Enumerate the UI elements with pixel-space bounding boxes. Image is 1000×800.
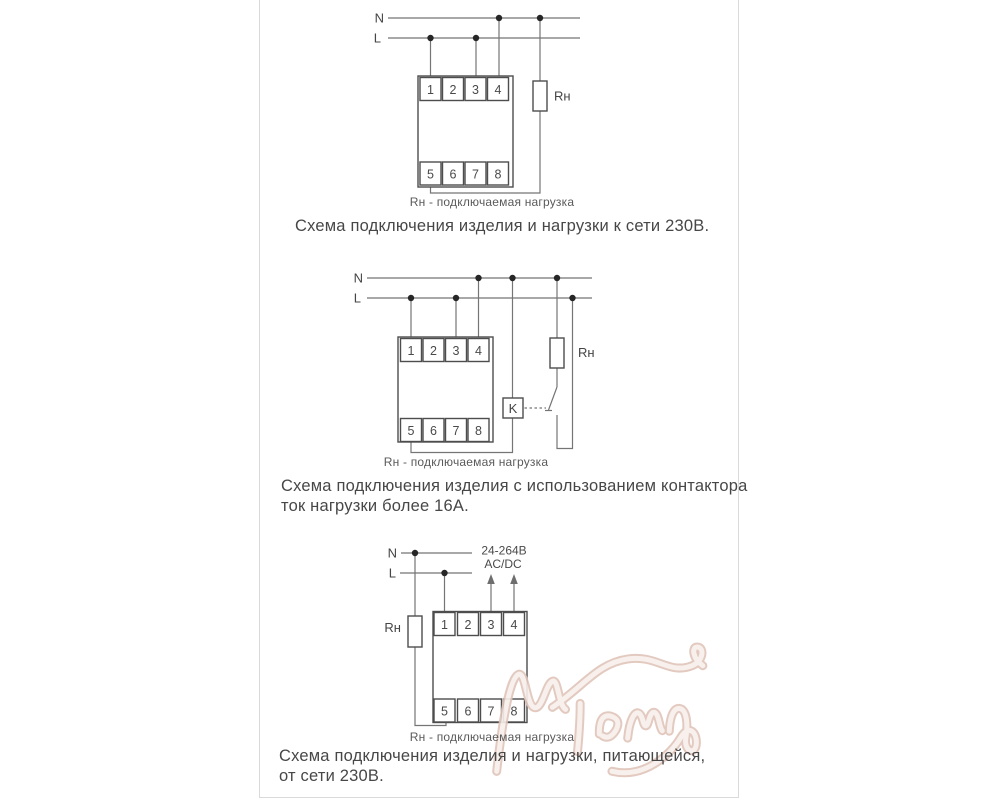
terminal-1-label: 1 bbox=[407, 344, 415, 358]
supply-arrow-icons bbox=[487, 574, 518, 584]
switch-blade bbox=[549, 387, 558, 410]
terminal-8-label: 8 bbox=[475, 424, 482, 438]
l-label: L bbox=[388, 565, 396, 581]
terminal-6-label: 6 bbox=[449, 167, 457, 182]
supply-acdc-label: AC/DC bbox=[484, 557, 522, 571]
up-arrow-icon bbox=[487, 574, 495, 584]
caption-line: Схема подключения изделия и нагрузки, питающейся, bbox=[279, 747, 706, 765]
load-rn-label: Rн bbox=[554, 88, 571, 104]
n-label: N bbox=[353, 270, 363, 286]
terminal-5-label: 5 bbox=[407, 424, 415, 438]
resistor-icon bbox=[408, 616, 422, 647]
terminal-6-label: 6 bbox=[430, 424, 437, 438]
junction-dot bbox=[475, 275, 481, 281]
n-label: N bbox=[374, 10, 384, 26]
terminal-7-label: 7 bbox=[452, 424, 460, 438]
power-lines bbox=[388, 18, 580, 38]
junction-dot bbox=[441, 570, 447, 576]
terminal-3-label: 3 bbox=[452, 344, 460, 358]
junction-dot bbox=[473, 35, 479, 41]
up-arrow-icon bbox=[510, 574, 518, 584]
l-label: L bbox=[373, 30, 381, 46]
junction-dots bbox=[412, 550, 448, 576]
junction-dot bbox=[537, 15, 543, 21]
junction-dot bbox=[412, 550, 418, 556]
junction-dots bbox=[427, 15, 543, 41]
terminal-2-label: 2 bbox=[449, 83, 457, 97]
load-rn-label: Rн bbox=[578, 345, 595, 360]
terminal-8-label: 8 bbox=[494, 167, 502, 182]
junction-dot bbox=[554, 275, 560, 281]
terminal-6-label: 6 bbox=[464, 704, 472, 719]
contactor-switch-icon bbox=[525, 368, 558, 411]
caption-line: ток нагрузки более 16А. bbox=[281, 496, 469, 515]
terminal-8-label: 8 bbox=[510, 704, 518, 719]
terminal-2-label: 2 bbox=[464, 618, 472, 632]
terminal-7-label: 7 bbox=[472, 167, 479, 182]
power-lines bbox=[400, 553, 472, 573]
terminal-2-label: 2 bbox=[430, 344, 437, 358]
diagram-2-schematic bbox=[354, 271, 595, 453]
junction-dot bbox=[453, 295, 459, 301]
terminal-3-label: 3 bbox=[487, 618, 495, 632]
terminal-3-label: 3 bbox=[472, 83, 479, 97]
caption-line: Схема подключения изделия с использованием контактора bbox=[281, 477, 748, 495]
l-label: L bbox=[353, 290, 361, 306]
junction-dots bbox=[408, 275, 576, 301]
diagram-3-load-note: Rн - подключаемая нагрузка bbox=[409, 730, 575, 744]
terminal-4-label: 4 bbox=[510, 618, 518, 632]
terminal-5-label: 5 bbox=[441, 704, 448, 719]
n-label: N bbox=[387, 545, 397, 561]
junction-dot bbox=[496, 15, 502, 21]
terminal-1-label: 1 bbox=[441, 618, 448, 632]
diagram-1-caption: Схема подключения изделия и нагрузки к сети 230В. bbox=[295, 217, 710, 235]
junction-dot bbox=[509, 275, 515, 281]
resistor-icon bbox=[550, 338, 564, 368]
diagram-1-schematic bbox=[374, 11, 580, 194]
diagram-2-load-note: Rн - подключаемая нагрузка bbox=[383, 455, 549, 469]
diagram-1-load-note: Rн - подключаемая нагрузка bbox=[409, 195, 575, 209]
terminal-5-label: 5 bbox=[427, 167, 434, 182]
terminal-7-label: 7 bbox=[487, 704, 495, 719]
terminal-1-label: 1 bbox=[427, 83, 434, 97]
junction-dot bbox=[408, 295, 414, 301]
load-branch-wire bbox=[557, 298, 573, 449]
junction-dot bbox=[427, 35, 433, 41]
junction-dot bbox=[569, 295, 575, 301]
load-rn-label: Rн bbox=[384, 620, 401, 635]
contactor-k-label: K bbox=[508, 401, 518, 416]
resistor-icon bbox=[533, 81, 547, 111]
terminal-4-label: 4 bbox=[475, 344, 482, 358]
diagram-2-caption bbox=[281, 477, 748, 516]
caption-line: от сети 230В. bbox=[279, 766, 384, 785]
diagram-3-caption bbox=[279, 747, 705, 786]
terminal-4-label: 4 bbox=[494, 83, 502, 97]
supply-voltage-label: 24-264В bbox=[481, 543, 527, 558]
